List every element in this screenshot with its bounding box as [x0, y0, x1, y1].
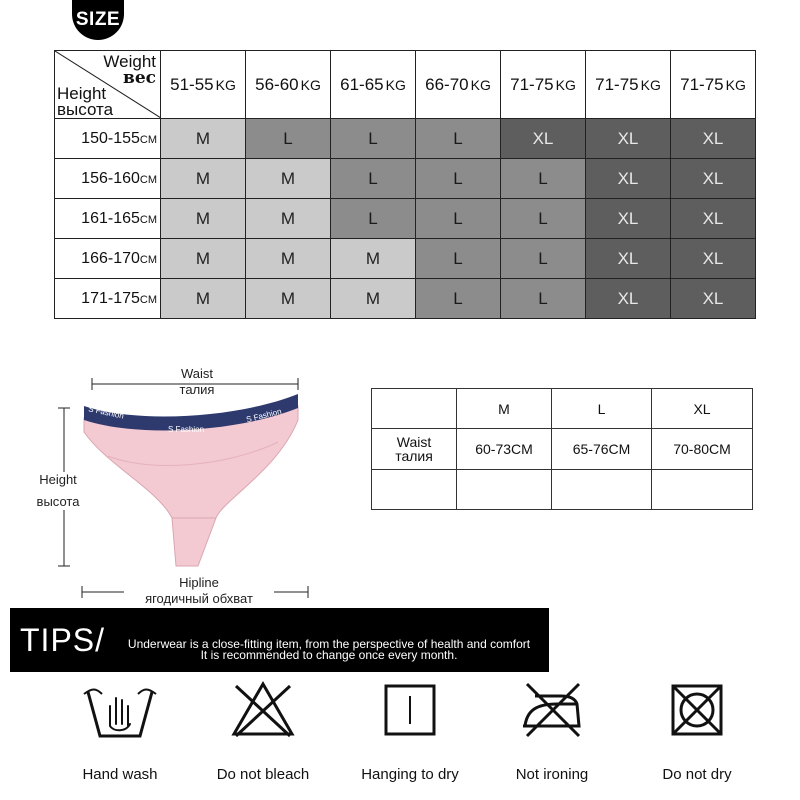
care-item-do-not-dry — [627, 680, 767, 790]
height-cell: 150-155CM — [55, 119, 161, 159]
weight-column-header: 71-75 KG — [671, 51, 756, 119]
size-chart-row — [55, 159, 756, 199]
hanging-to-dry-icon — [380, 680, 440, 740]
corner-weight-label: Weight вес — [103, 52, 156, 88]
waist-value-cell: 70-80CM — [652, 429, 753, 469]
size-cell: L — [501, 159, 586, 199]
band-text: S Fashion — [245, 406, 283, 425]
waist-table — [371, 388, 753, 510]
size-chart-row — [55, 119, 756, 159]
size-cell: XL — [586, 239, 671, 279]
not-ironing-icon — [517, 680, 587, 740]
do-not-dry-icon — [667, 680, 727, 740]
care-label: Do not dry — [662, 766, 732, 783]
size-chart-row — [55, 239, 756, 279]
size-cell: XL — [586, 199, 671, 239]
size-cell: L — [416, 159, 501, 199]
size-cell: XL — [586, 119, 671, 159]
size-chart-row — [55, 279, 756, 319]
size-cell: L — [501, 199, 586, 239]
size-cell: M — [246, 279, 331, 319]
height-cell: 161-165CM — [55, 199, 161, 239]
size-cell: M — [161, 159, 246, 199]
size-cell: XL — [671, 279, 756, 319]
size-cell: M — [161, 199, 246, 239]
empty-cell — [372, 469, 457, 509]
size-cell: XL — [671, 159, 756, 199]
size-cell: L — [331, 199, 416, 239]
weight-column-header: 71-75 KG — [501, 51, 586, 119]
care-label: Hand wash — [82, 766, 158, 783]
height-cell: 171-175CM — [55, 279, 161, 319]
weight-column-header: 56-60 KG — [246, 51, 331, 119]
waist-table-row — [372, 429, 753, 469]
size-cell: XL — [501, 119, 586, 159]
tips-title: TIPS/ — [20, 622, 106, 658]
size-cell: XL — [671, 119, 756, 159]
waist-size-header: L — [552, 389, 652, 429]
weight-column-header: 61-65 KG — [331, 51, 416, 119]
care-item-hanging-to-dry — [340, 680, 480, 790]
size-chart-header-row — [55, 51, 756, 119]
waist-table-empty-row — [372, 469, 753, 509]
hand-wash-icon — [80, 680, 160, 740]
size-cell: XL — [586, 279, 671, 319]
waist-table-empty-cell — [372, 389, 457, 429]
size-cell: L — [416, 279, 501, 319]
do-not-bleach-icon — [228, 680, 298, 740]
size-cell: M — [331, 239, 416, 279]
size-cell: L — [416, 239, 501, 279]
care-item-hand-wash — [50, 680, 190, 790]
size-cell: L — [331, 159, 416, 199]
care-label: Not ironing — [515, 766, 589, 783]
band-text: S Fashion — [87, 404, 125, 421]
size-cell: XL — [671, 239, 756, 279]
size-cell: XL — [671, 199, 756, 239]
weight-column-header: 51-55 KG — [161, 51, 246, 119]
size-cell: L — [246, 119, 331, 159]
waist-value-cell: 60-73CM — [457, 429, 552, 469]
size-chart-row — [55, 199, 756, 239]
size-cell: M — [161, 119, 246, 159]
size-cell: L — [416, 199, 501, 239]
care-label: Do not bleach — [216, 766, 310, 783]
product-illustration — [28, 360, 328, 610]
corner-height-label: Height высота — [57, 84, 114, 119]
size-cell: M — [246, 239, 331, 279]
weight-column-header: 71-75 KG — [586, 51, 671, 119]
height-cell: 166-170CM — [55, 239, 161, 279]
size-cell: M — [246, 159, 331, 199]
waist-table-header-row — [372, 389, 753, 429]
empty-cell — [457, 469, 552, 509]
hipline-label: Hipline ягодичный обхват — [124, 575, 274, 607]
size-cell: M — [161, 239, 246, 279]
waist-value-cell: 65-76CM — [552, 429, 652, 469]
care-item-not-ironing — [482, 680, 622, 790]
height-label: Height высота — [28, 472, 88, 510]
waist-label: Waist талия — [179, 366, 215, 397]
size-cell: M — [161, 279, 246, 319]
tips-text: Underwear is a close-fitting item, from the perspective of health and comfort It is recommended to change once every month. — [127, 637, 531, 662]
weight-column-header: 66-70 KG — [416, 51, 501, 119]
size-cell: L — [501, 279, 586, 319]
height-cell: 156-160CM — [55, 159, 161, 199]
tips-banner — [10, 608, 549, 672]
empty-cell — [652, 469, 753, 509]
size-cell: L — [416, 119, 501, 159]
care-item-do-not-bleach — [193, 680, 333, 790]
empty-cell — [552, 469, 652, 509]
waist-row-label: Waist талия — [372, 429, 457, 469]
size-cell: M — [246, 199, 331, 239]
size-cell: XL — [586, 159, 671, 199]
size-cell: M — [331, 279, 416, 319]
size-cell: L — [331, 119, 416, 159]
band-text: S Fashion — [168, 425, 205, 434]
care-label: Hanging to dry — [361, 766, 459, 783]
waist-size-header: M — [457, 389, 552, 429]
waist-size-header: XL — [652, 389, 753, 429]
size-badge: SIZE — [72, 0, 124, 40]
size-chart — [54, 50, 756, 319]
size-chart-corner — [55, 51, 161, 119]
size-cell: L — [501, 239, 586, 279]
